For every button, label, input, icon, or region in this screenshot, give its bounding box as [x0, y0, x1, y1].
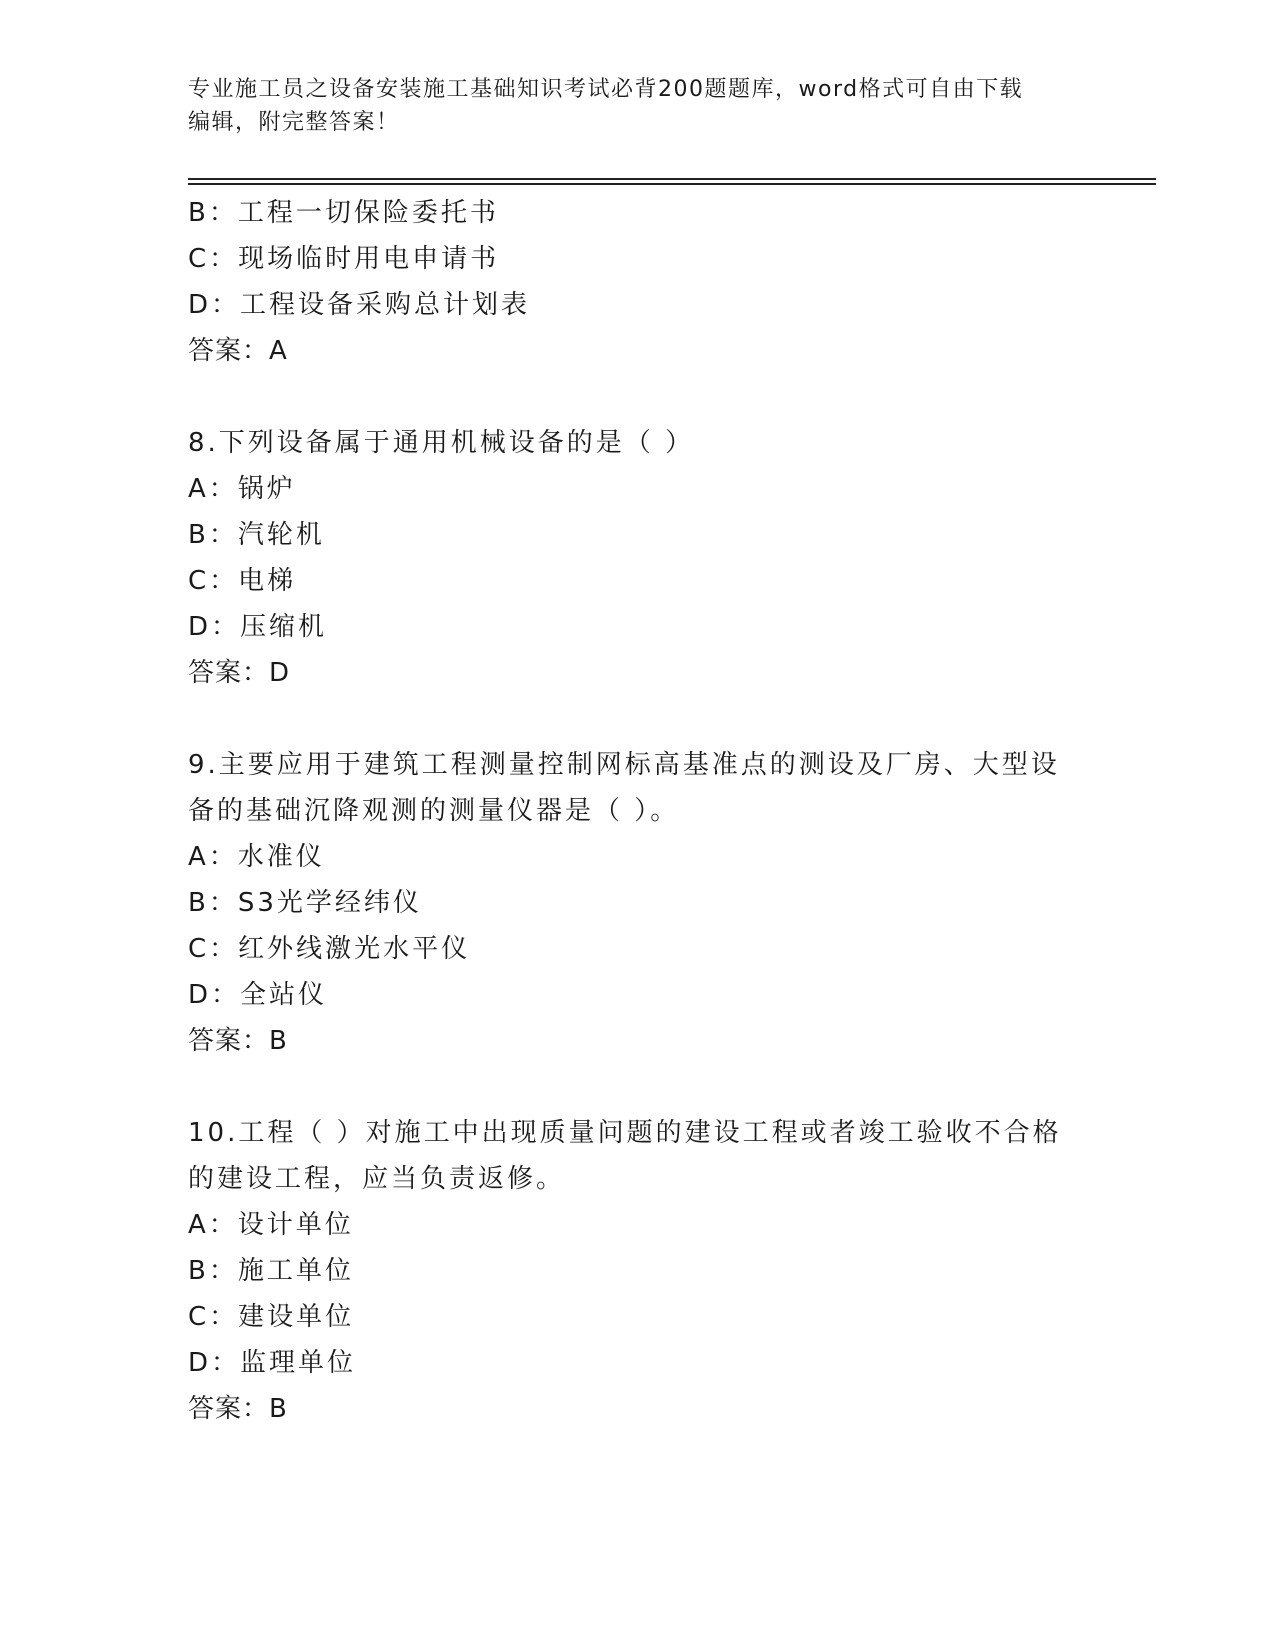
- header-divider-bottom: [188, 183, 1156, 185]
- q8-option-d: D：压缩机: [188, 612, 328, 642]
- q9-option-c: C：红外线激光水平仪: [188, 934, 471, 964]
- question-8: [188, 420, 1088, 696]
- q8-question-text: 8.下列设备属于通用机械设备的是（ ）: [188, 428, 695, 458]
- q9-option-d: D：全站仪: [188, 980, 328, 1010]
- header-title-line-2: 编辑，附完整答案！: [188, 110, 400, 135]
- header-divider-top: [188, 178, 1156, 180]
- q10-option-d: D：监理单位: [188, 1348, 357, 1378]
- header-title-line-1: 专业施工员之设备安装施工基础知识考试必背200题题库，word格式可自由下载: [188, 77, 1024, 102]
- q7-answer: 答案：A: [188, 336, 288, 366]
- spacer: [188, 1064, 1088, 1110]
- q10-option-b: B：施工单位: [188, 1256, 354, 1286]
- q10-question-text-line-2: 的建设工程，应当负责返修。: [188, 1164, 566, 1194]
- spacer: [188, 696, 1088, 742]
- q8-option-a: A：锅炉: [188, 474, 296, 504]
- q10-answer: 答案：B: [188, 1394, 288, 1424]
- question-list: [188, 190, 1088, 1432]
- q8-option-c: C：电梯: [188, 566, 297, 596]
- question-10: [188, 1110, 1088, 1432]
- q9-option-b: B：S3光学经纬仪: [188, 888, 422, 918]
- q9-question-text-line-2: 备的基础沉降观测的测量仪器是（ ）。: [188, 796, 680, 826]
- q9-question-text-line-1: 9.主要应用于建筑工程测量控制网标高基准点的测设及厂房、大型设: [188, 750, 1060, 780]
- q9-option-a: A：水准仪: [188, 842, 325, 872]
- q8-answer: 答案：D: [188, 658, 291, 688]
- q10-option-c: C：建设单位: [188, 1302, 355, 1332]
- q7-option-d: D：工程设备采购总计划表: [188, 290, 531, 320]
- q9-answer: 答案：B: [188, 1026, 288, 1056]
- document-header: [188, 73, 1088, 139]
- q10-question-text-line-1: 10.工程（ ）对施工中出现质量问题的建设工程或者竣工验收不合格: [188, 1118, 1062, 1148]
- q7-option-c: C：现场临时用电申请书: [188, 244, 500, 274]
- spacer: [188, 374, 1088, 420]
- q10-option-a: A：设计单位: [188, 1210, 354, 1240]
- q7-option-b: B：工程一切保险委托书: [188, 198, 499, 228]
- question-9: [188, 742, 1088, 1064]
- question-7: [188, 190, 1088, 374]
- q8-option-b: B：汽轮机: [188, 520, 325, 550]
